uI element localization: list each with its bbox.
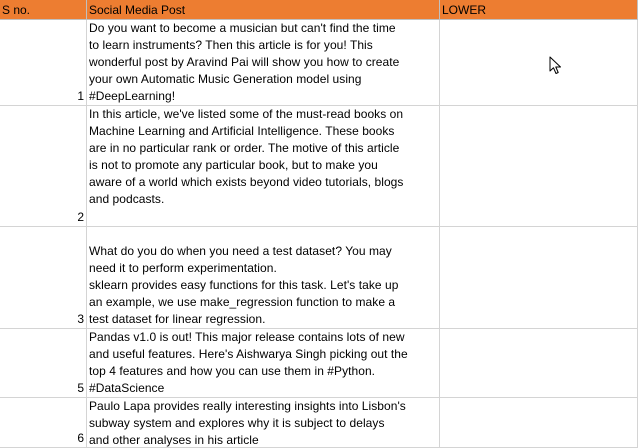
column-header-lower[interactable]: LOWER bbox=[440, 0, 638, 20]
post-text: What do you do when you need a test dataset? You may need it to perform experimentation. sklearn provides easy functions for this task. Let's take up an example, we use make_regression function to make a test dataset for linear regression. bbox=[89, 244, 399, 326]
cell-sno-row-5[interactable] bbox=[0, 329, 87, 398]
cell-lower-row-2[interactable] bbox=[440, 106, 638, 227]
sno-value: 6 bbox=[77, 431, 84, 445]
cell-lower-row-5[interactable] bbox=[440, 329, 638, 398]
column-header-sno[interactable]: S no. bbox=[0, 0, 87, 20]
cell-lower-row-3[interactable] bbox=[440, 227, 638, 329]
cell-post-row-1[interactable]: Do you want to become a musician but can't find the time to learn instruments? Then this article is for you! This wonderful post by Aravind Pai will show you how to create your own Automatic Music Generation model using #DeepLearning! bbox=[87, 20, 440, 106]
column-header-social-media-post[interactable]: Social Media Post bbox=[87, 0, 440, 20]
sno-value: 5 bbox=[77, 381, 84, 395]
sno-value: 3 bbox=[77, 312, 84, 326]
cell-sno-row-1[interactable] bbox=[0, 20, 87, 106]
cell-post-row-3[interactable] bbox=[87, 227, 440, 329]
cell-sno-row-3[interactable] bbox=[0, 227, 87, 329]
cell-lower-row-1[interactable] bbox=[440, 20, 638, 106]
sno-value: 1 bbox=[77, 89, 84, 103]
sno-value: 2 bbox=[77, 210, 84, 224]
cell-post-row-2[interactable]: In this article, we've listed some of the must-read books on Machine Learning and Artificial Intelligence. These books are in no particular rank or order. The motive of this article is not to promote any particular book, but to make you aware of a world which exists beyond video tutorials, blogs and podcasts. bbox=[87, 106, 440, 227]
cell-lower-row-6[interactable] bbox=[440, 398, 638, 448]
cell-sno-row-2[interactable] bbox=[0, 106, 87, 227]
cell-post-row-6[interactable]: Paulo Lapa provides really interesting insights into Lisbon's subway system and explores why it is subject to delays and other analyses in his article bbox=[87, 398, 440, 448]
cell-post-row-5[interactable]: Pandas v1.0 is out! This major release contains lots of new and useful features. Here's Aishwarya Singh picking out the top 4 features and how you can use them in #Python. #DataScience bbox=[87, 329, 440, 398]
cell-sno-row-6[interactable] bbox=[0, 398, 87, 448]
mouse-pointer-icon bbox=[549, 56, 563, 76]
